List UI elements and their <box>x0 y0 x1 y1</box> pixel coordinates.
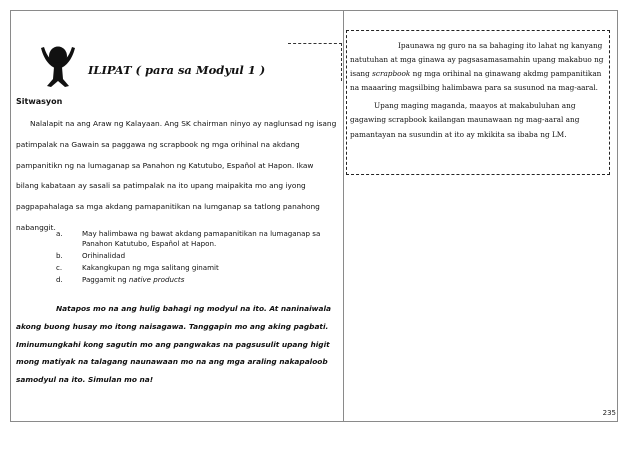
list-item: c. Kakangkupan ng mga salitang ginamit <box>56 262 219 272</box>
section-title: ILIPAT ( para sa Modyul 1 ) <box>88 63 266 77</box>
intro-paragraph <box>16 114 338 239</box>
list-item: b. Orihinalidad <box>56 250 126 260</box>
person-arms-raised-icon <box>38 46 78 88</box>
page-number: 235 <box>602 409 616 417</box>
intro-text: Nalalapit na ang Araw ng Kalayaan. Ang SK chairman ninyo ay naglunsad ng isang patimpalak na Gawain sa paggawa ng scrapbook ng mga orihinal na akdang pampanitikn ng na lumaganap sa Panahon ng Katutubo, Español at Hapon. Ikaw bilang kabataan ay sasali sa patimpalak na ito upang maipakita mo ang iyong pagpapahalaga sa mga akdang pamapanitikan na lumganap sa tatlong panahong nabanggit. <box>16 119 337 232</box>
teacher-note-paragraph-2: Upang maging maganda, maayos at makabuluhan ang gagawing scrapbook kailangan maunawaan ng mag-aaral ang pamantayan na susundin at ito ay mkikita sa ibaba ng LM. <box>350 101 580 139</box>
dashed-connector <box>288 43 342 81</box>
closing-text: Natapos mo na ang hulig bahagi ng modyul na ito. At naninaiwala akong buong husay mo itong naisagawa. Tanggapin mo ang aking pagbati. Iminumungkahi kong sagutin mo ang pangwakas na pagsusulit upang higit mong matiyak na talagang naunawaan mo na ang mga araling nakapaloob samodyul na ito. Simulan mo na! <box>16 304 332 385</box>
criteria-list <box>56 229 346 287</box>
teacher-note <box>350 39 608 146</box>
list-item: d. Paggamit ng native products <box>56 274 185 284</box>
list-item: a. May halimbawa ng bawat akdang pamapanitikan na lumaganap sa Panahon Katutubo, Español at Hapon. <box>56 229 321 248</box>
situation-heading: Sitwasyon <box>16 97 63 106</box>
teacher-note-paragraph-1: Ipaunawa ng guro na sa bahaging ito lahat ng kanyang natutuhan at mga ginawa ay pagsasamasamahin upang makabuo ng isang scrapbook ng mga orihinal na ginawang akdmg pampanitikan na maaaring magsilbing halimbawa para sa susunod na mag-aaral. <box>350 41 604 93</box>
closing-paragraph <box>16 300 342 389</box>
column-divider <box>343 10 344 422</box>
